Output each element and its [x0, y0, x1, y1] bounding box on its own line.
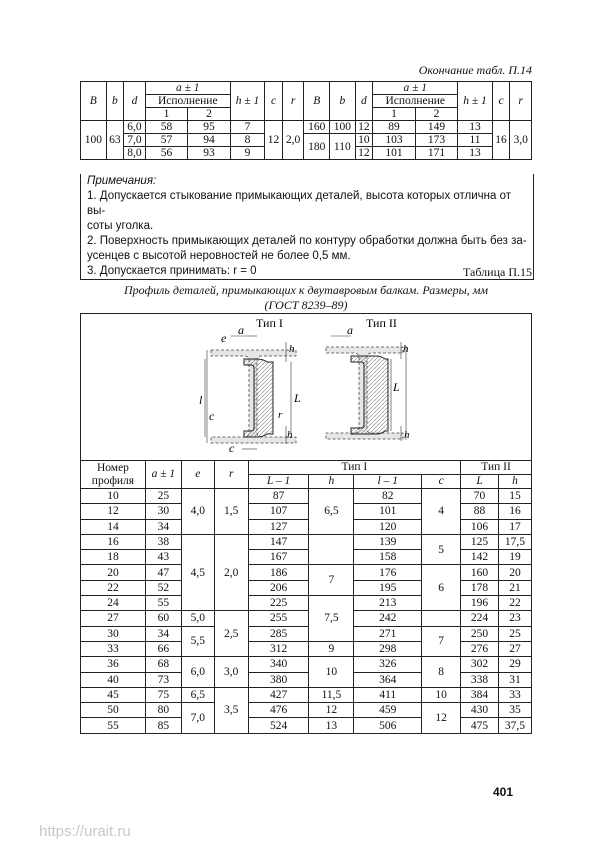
cell-c: 8: [422, 657, 461, 688]
cell-a: 43: [145, 550, 181, 565]
cell-a: 34: [145, 626, 181, 641]
cell-h2: 27: [498, 641, 531, 656]
header-exec-1: 1: [145, 108, 188, 121]
table-row: [81, 611, 532, 626]
cell: 173: [415, 134, 458, 147]
cell-h2: 33: [498, 687, 531, 702]
table-title-line2: (ГОСТ 8239–89): [264, 298, 348, 312]
header-e: e: [181, 461, 214, 489]
label-L-2: L: [393, 380, 400, 394]
cell: 12: [355, 121, 373, 134]
header-B: B: [81, 82, 107, 121]
cell-a: 68: [145, 657, 181, 672]
label-L-1: L: [294, 391, 301, 405]
cell-L2: 142: [461, 550, 499, 565]
cell: 11: [458, 134, 492, 147]
cell-number: 14: [81, 519, 146, 534]
cell-L2: 160: [461, 565, 499, 580]
header-number-2: профиля: [91, 474, 135, 487]
cell-L1: 186: [248, 565, 309, 580]
cell-r: 2,0: [214, 534, 248, 610]
cell-e: 5,0: [181, 611, 214, 626]
note-2a: 2. Поверхность примыкающих деталей по контуру обработки должна быть без за-: [87, 235, 527, 247]
label-type1: Тип I: [256, 316, 283, 330]
cell-l1: 364: [354, 672, 422, 687]
cell-L1: 147: [248, 534, 309, 549]
cell-h2: 17,5: [498, 534, 531, 549]
cell: 58: [145, 121, 188, 134]
header-number: [81, 461, 146, 489]
cell-L2: 384: [461, 687, 499, 702]
cell-c: 5: [422, 534, 461, 565]
cell-h2: 15: [498, 489, 531, 504]
figure-box: [80, 313, 532, 460]
cell-l1: 411: [354, 687, 422, 702]
cell-h1: 11,5: [309, 687, 354, 702]
type2-beam-drawing: [326, 316, 410, 441]
cell: 101: [373, 147, 416, 160]
cell-l1: 139: [354, 534, 422, 549]
header-c: c: [265, 82, 283, 121]
header-exec-2: Исполнение: [373, 95, 458, 108]
cell: 13: [458, 147, 492, 160]
i-beam-profile-figure: [81, 314, 533, 461]
cell-number: 30: [81, 626, 146, 641]
cell: 8: [230, 134, 264, 147]
cell-c: 10: [422, 687, 461, 702]
cell-e: 6,0: [181, 657, 214, 688]
header-h: h ± 1: [230, 82, 264, 121]
table-row: [81, 672, 532, 687]
cell-number: 36: [81, 657, 146, 672]
cell-L2: 276: [461, 641, 499, 656]
cell: 7: [230, 121, 264, 134]
cell-L2: 125: [461, 534, 499, 549]
cell: 13: [458, 121, 492, 134]
cell-L2: 70: [461, 489, 499, 504]
cell-a: 34: [145, 519, 181, 534]
cell-number: 22: [81, 580, 146, 595]
cell-l1: 271: [354, 626, 422, 641]
header-h1: h: [309, 475, 354, 489]
cell-L1: 107: [248, 504, 309, 519]
header-a-2: a ± 1: [373, 82, 458, 95]
header-b: b: [106, 82, 124, 121]
cell-a: 55: [145, 596, 181, 611]
label-a-2: a: [347, 323, 353, 337]
table-row: [81, 565, 532, 580]
label-c-1b: c: [229, 441, 235, 455]
cell-L1: 427: [248, 687, 309, 702]
header-h-2: h ± 1: [458, 82, 492, 121]
cell: 10: [355, 134, 373, 147]
cell-c: 7: [422, 626, 461, 657]
cell-l1: 506: [354, 718, 422, 733]
cell-c: [422, 611, 461, 626]
cell-h2: 21: [498, 580, 531, 595]
cell-a: 38: [145, 534, 181, 549]
cell-l1: 158: [354, 550, 422, 565]
cell-h2: 22: [498, 596, 531, 611]
cell-c: 6: [422, 565, 461, 611]
header-l1: l – 1: [354, 475, 422, 489]
cell-number: 10: [81, 489, 146, 504]
table-row: [81, 687, 532, 702]
cell-a: 66: [145, 641, 181, 656]
table-title: [80, 283, 532, 313]
header-number-1: Номер: [96, 462, 129, 475]
cell: 110: [330, 134, 356, 160]
table-row: [81, 718, 532, 733]
table-row: [81, 626, 532, 641]
cell: 171: [415, 147, 458, 160]
cell-L2: 88: [461, 504, 499, 519]
cell: 89: [373, 121, 416, 134]
cell-L2: 178: [461, 580, 499, 595]
header-c1: c: [422, 475, 461, 489]
note-1b: соты уголка.: [87, 220, 154, 232]
cell-h2: 31: [498, 672, 531, 687]
label-h-1b: h: [287, 429, 293, 441]
cell-L2: 302: [461, 657, 499, 672]
cell-l1: 213: [354, 596, 422, 611]
cell: 149: [415, 121, 458, 134]
notes-title: Примечания:: [87, 175, 157, 187]
cell-L1: 524: [248, 718, 309, 733]
header-d-2: d: [355, 82, 373, 121]
cell: 8,0: [124, 147, 146, 160]
page-number: 401: [493, 785, 514, 799]
table-row: [81, 580, 532, 595]
label-h-2b: h: [404, 429, 410, 441]
cell-h1: 13: [309, 718, 354, 733]
header-r: r: [282, 82, 304, 121]
cell: 16: [492, 121, 510, 160]
cell-h1: 7,5: [309, 596, 354, 642]
cell: 100: [81, 121, 107, 160]
cell-r: 3,5: [214, 687, 248, 733]
cell-L2: 196: [461, 596, 499, 611]
cell-e: 4,0: [181, 489, 214, 535]
label-l-1: l: [199, 393, 203, 407]
cell: 93: [188, 147, 231, 160]
table-caption-continued: Окончание табл. П.14: [418, 63, 532, 77]
cell-L1: 225: [248, 596, 309, 611]
header-type1: Тип I: [248, 461, 460, 475]
cell-h2: 29: [498, 657, 531, 672]
cell-L1: 312: [248, 641, 309, 656]
cell-number: 33: [81, 641, 146, 656]
cell-L1: 380: [248, 672, 309, 687]
cell-l1: 242: [354, 611, 422, 626]
cell-e: 7,0: [181, 703, 214, 734]
cell-a: 85: [145, 718, 181, 733]
header-exec-2a: 2: [188, 108, 231, 121]
header-exec: Исполнение: [145, 95, 230, 108]
cell-L1: 87: [248, 489, 309, 504]
note-1a: 1. Допускается стыкование примыкающих деталей, высота которых отлична от вы-: [87, 190, 512, 217]
cell-number: 24: [81, 596, 146, 611]
cell-number: 18: [81, 550, 146, 565]
cell: 63: [106, 121, 124, 160]
cell-number: 16: [81, 534, 146, 549]
header-h2: h: [498, 475, 531, 489]
cell: 95: [188, 121, 231, 134]
table-row: [81, 519, 532, 534]
cell-h1: 12: [309, 703, 354, 718]
cell-e: 6,5: [181, 687, 214, 702]
cell-L2: 224: [461, 611, 499, 626]
cell-c: 12: [422, 703, 461, 734]
cell: 9: [230, 147, 264, 160]
label-h-2: h: [403, 343, 409, 355]
cell-l1: 101: [354, 504, 422, 519]
table-row: [81, 504, 532, 519]
cell-number: 20: [81, 565, 146, 580]
cell-a: 60: [145, 611, 181, 626]
cell-L2: 475: [461, 718, 499, 733]
table-row: [81, 489, 532, 504]
cell-L1: 127: [248, 519, 309, 534]
header-c-2: c: [492, 82, 510, 121]
watermark: https://urait.ru: [39, 823, 131, 840]
cell-r: 2,5: [214, 611, 248, 657]
cell-h1: 6,5: [309, 489, 354, 535]
cell-L2: 338: [461, 672, 499, 687]
cell-h1: 10: [309, 657, 354, 688]
cell-h2: 23: [498, 611, 531, 626]
cell-r: 3,0: [214, 657, 248, 688]
cell-h2: 19: [498, 550, 531, 565]
cell-a: 25: [145, 489, 181, 504]
cell-number: 45: [81, 687, 146, 702]
cell-number: 12: [81, 504, 146, 519]
table-title-line1: Профиль деталей, примыкающих к двутавровым балкам. Размеры, мм: [123, 283, 489, 297]
cell-l1: 120: [354, 519, 422, 534]
cell-L2: 250: [461, 626, 499, 641]
table-row: [81, 703, 532, 718]
label-r-1: r: [278, 409, 283, 421]
cell: 160: [304, 121, 330, 134]
table-row: [81, 641, 532, 656]
table-row: [81, 550, 532, 565]
header-L2: L: [461, 475, 499, 489]
label-h-1: h: [289, 343, 295, 355]
header-b-2: b: [330, 82, 356, 121]
table-p14: [80, 81, 532, 160]
header-exec-1b: 1: [373, 108, 416, 121]
cell-h1: 7: [309, 565, 354, 596]
cell-e: 5,5: [181, 626, 214, 657]
table-label: Таблица П.15: [463, 265, 532, 279]
header-type2: Тип II: [461, 461, 532, 475]
cell-h2: 20: [498, 565, 531, 580]
cell-l1: 176: [354, 565, 422, 580]
type1-beam-drawing: [199, 316, 301, 455]
cell-L2: 106: [461, 519, 499, 534]
cell-e: 4,5: [181, 534, 214, 610]
label-e-1: e: [221, 331, 227, 345]
cell-h1: 9: [309, 641, 354, 656]
cell-L1: 476: [248, 703, 309, 718]
cell-r: 1,5: [214, 489, 248, 535]
cell: 100: [330, 121, 356, 134]
table-p15: [80, 460, 532, 734]
cell-l1: 82: [354, 489, 422, 504]
cell-a: 52: [145, 580, 181, 595]
table-row: [81, 534, 532, 549]
cell-L2: 430: [461, 703, 499, 718]
note-3: 3. Допускается принимать: r = 0: [87, 265, 257, 277]
cell-number: 40: [81, 672, 146, 687]
cell: 103: [373, 134, 416, 147]
cell-l1: 459: [354, 703, 422, 718]
header-exec-2b: 2: [415, 108, 458, 121]
cell-h1: [309, 534, 354, 565]
header-r: r: [214, 461, 248, 489]
cell: 12: [355, 147, 373, 160]
header-a: a ± 1: [145, 82, 230, 95]
cell-h2: 25: [498, 626, 531, 641]
cell: 56: [145, 147, 188, 160]
cell: 6,0: [124, 121, 146, 134]
cell-h2: 17: [498, 519, 531, 534]
cell-h2: 35: [498, 703, 531, 718]
cell: 94: [188, 134, 231, 147]
cell: 7,0: [124, 134, 146, 147]
cell-a: 47: [145, 565, 181, 580]
cell-a: 80: [145, 703, 181, 718]
cell-a: 73: [145, 672, 181, 687]
cell-h2: 37,5: [498, 718, 531, 733]
label-c-1a: c: [209, 409, 215, 423]
cell-L1: 167: [248, 550, 309, 565]
header-L1: L – 1: [248, 475, 309, 489]
table-row: [81, 596, 532, 611]
cell-number: 27: [81, 611, 146, 626]
label-type2: Тип II: [366, 316, 397, 330]
cell: 57: [145, 134, 188, 147]
label-a-1: a: [238, 323, 244, 337]
cell: 180: [304, 134, 330, 160]
cell-a: 75: [145, 687, 181, 702]
note-2b: усенцев с высотой неровностей не более 0,5 мм.: [87, 250, 351, 262]
cell: 2,0: [282, 121, 304, 160]
cell-L1: 206: [248, 580, 309, 595]
cell-c: 4: [422, 489, 461, 535]
cell-number: 55: [81, 718, 146, 733]
cell-l1: 298: [354, 641, 422, 656]
cell-h2: 16: [498, 504, 531, 519]
cell-l1: 326: [354, 657, 422, 672]
header-a: a ± 1: [145, 461, 181, 489]
cell-L1: 340: [248, 657, 309, 672]
cell-l1: 195: [354, 580, 422, 595]
cell: 3,0: [510, 121, 532, 160]
table-row: [81, 657, 532, 672]
cell-a: 30: [145, 504, 181, 519]
cell-L1: 285: [248, 626, 309, 641]
cell: 12: [265, 121, 283, 160]
header-d: d: [124, 82, 146, 121]
header-B-2: B: [304, 82, 330, 121]
header-r-2: r: [510, 82, 532, 121]
cell-L1: 255: [248, 611, 309, 626]
cell-number: 50: [81, 703, 146, 718]
